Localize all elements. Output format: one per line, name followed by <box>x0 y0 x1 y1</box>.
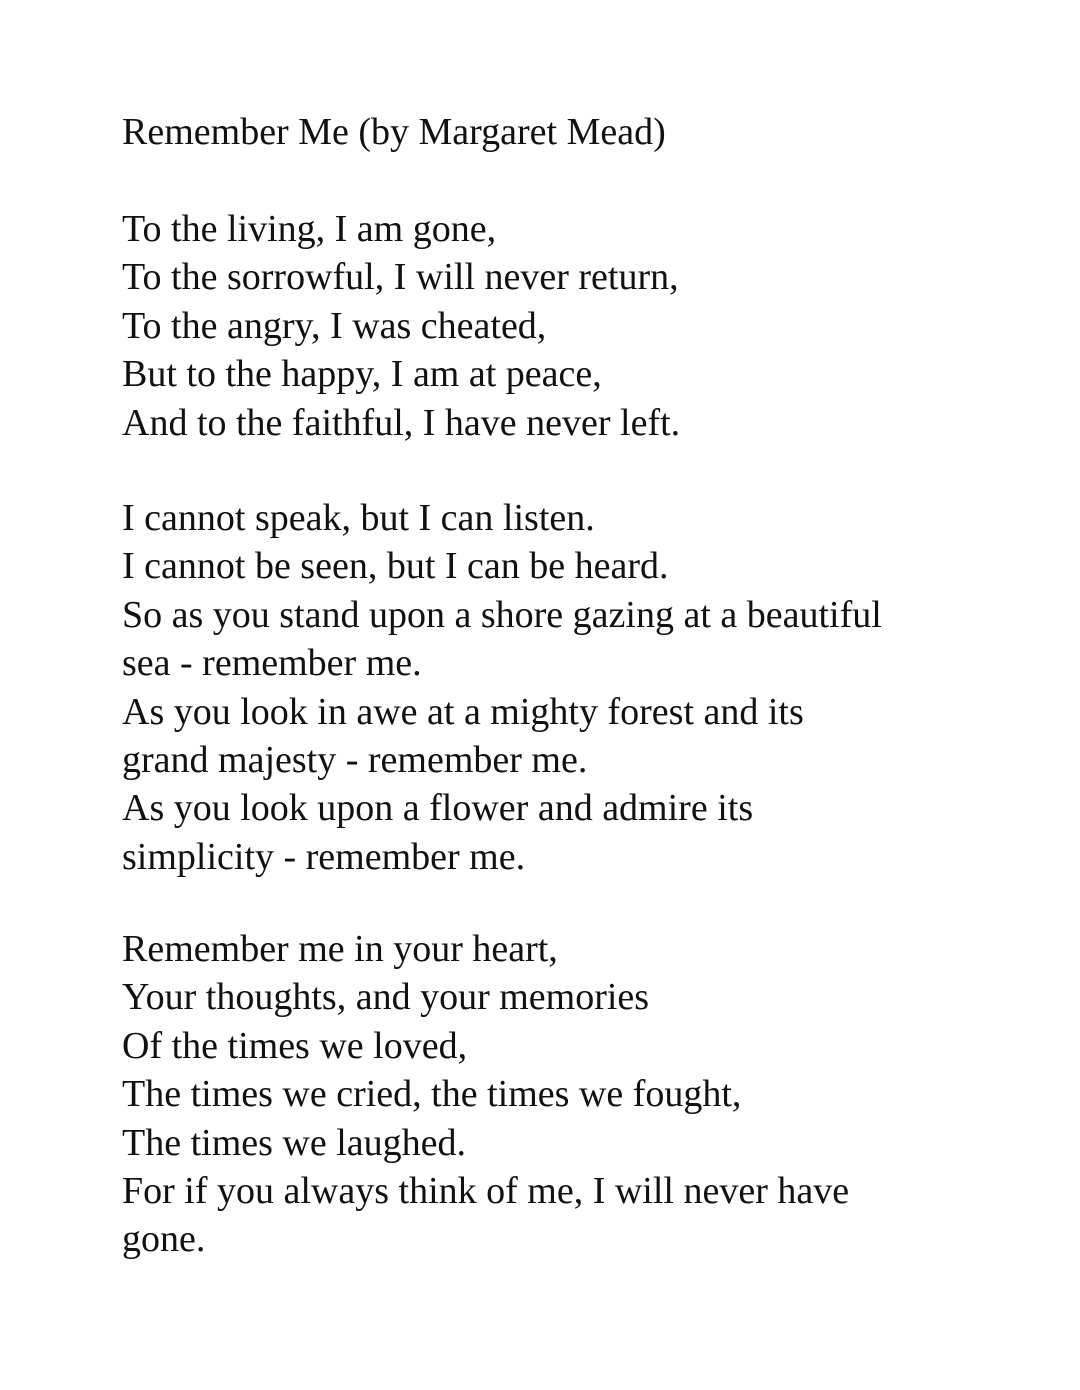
stanza-1 <box>122 205 680 447</box>
poem-title: Remember Me (by Margaret Mead) <box>122 111 666 153</box>
poem-line: But to the happy, I am at peace, <box>122 353 602 396</box>
poem-line: To the angry, I was cheated, <box>122 304 547 347</box>
poem-line: As you look in awe at a mighty forest and its <box>122 690 804 733</box>
poem-line: gone. <box>122 1218 206 1261</box>
poem-line: So as you stand upon a shore gazing at a beautiful <box>122 593 882 636</box>
poem-line: Remember me in your heart, <box>122 928 558 970</box>
poem-line: And to the faithful, I have never left. <box>122 401 681 444</box>
stanza-3 <box>122 925 849 1264</box>
poem-line: As you look upon a flower and admire its <box>122 787 754 830</box>
poem-line: Your thoughts, and your memories <box>122 976 650 1019</box>
poem-line: Of the times we loved, <box>122 1024 468 1067</box>
stanza-2 <box>122 494 882 881</box>
poem-line: The times we cried, the times we fought, <box>122 1073 742 1116</box>
poem-line: To the living, I am gone, <box>122 208 497 250</box>
poem-line: To the sorrowful, I will never return, <box>122 256 679 299</box>
poem-line: I cannot speak, but I can listen. <box>122 497 595 539</box>
poem-line: sea - remember me. <box>122 642 422 685</box>
poem-line: For if you always think of me, I will never have <box>122 1170 850 1213</box>
poem-line: grand majesty - remember me. <box>122 739 588 782</box>
poem-line: I cannot be seen, but I can be heard. <box>122 545 669 588</box>
poem-line: The times we laughed. <box>122 1121 467 1164</box>
poem-line: simplicity - remember me. <box>122 835 526 878</box>
